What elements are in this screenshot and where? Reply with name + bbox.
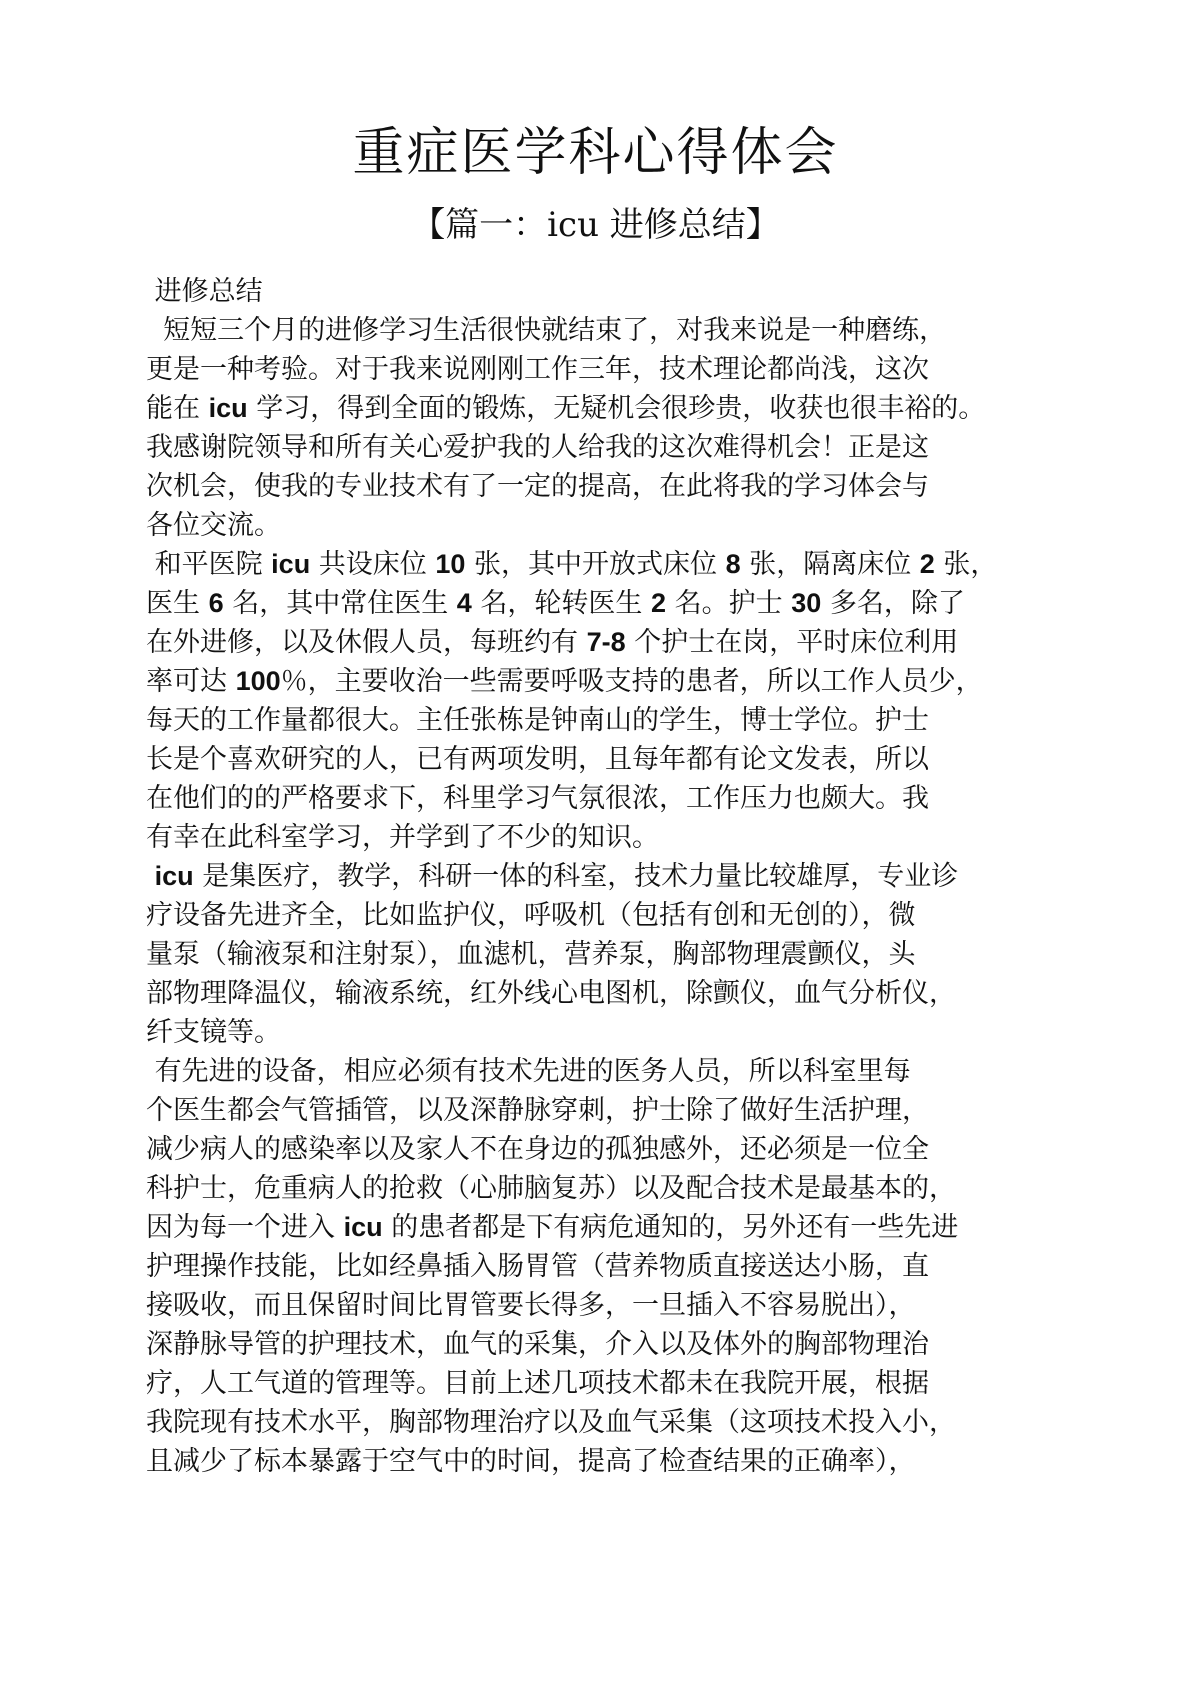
text-line [146, 1403, 1106, 1442]
emphasized-text: 100 [235, 666, 281, 696]
body-text [146, 272, 1106, 1481]
text-segment: 纤支镜等。 [146, 1017, 281, 1048]
text-line [146, 1091, 1106, 1130]
text-line [146, 740, 1106, 779]
emphasized-text: 10 [435, 549, 466, 579]
text-segment: 张，其中开放式床位 [465, 549, 726, 580]
text-segment: 深静脉导管的护理技术，血气的采集，介入以及体外的胸部物理治 [146, 1329, 929, 1360]
text-segment: 和平医院 [146, 549, 272, 580]
text-segment: 次机会，使我的专业技术有了一定的提高，在此将我的学习体会与 [146, 471, 929, 502]
emphasized-text: 8 [725, 549, 741, 579]
text-line [146, 1286, 1106, 1325]
text-line [146, 1169, 1106, 1208]
text-segment: 是集医疗，教学，科研一体的科室，技术力量比较雄厚，专业诊 [193, 861, 959, 892]
text-segment: 每天的工作量都很大。主任张栋是钟南山的学生，博士学位。护士 [146, 705, 929, 736]
text-line [146, 272, 1106, 311]
text-segment: 名。护士 [666, 588, 792, 619]
text-line [146, 311, 1106, 350]
text-segment: 我感谢院领导和所有关心爱护我的人给我的这次难得机会！正是这 [146, 432, 929, 463]
emphasized-text: icu [208, 393, 248, 423]
emphasized-text: 30 [791, 588, 822, 618]
text-segment: 部物理降温仪，输液系统，红外线心电图机，除颤仪，血气分析仪， [146, 978, 956, 1009]
text-segment: 减少病人的感染率以及家人不在身边的孤独感外，还必须是一位全 [146, 1134, 929, 1165]
text-line [146, 623, 1106, 662]
text-segment: 个医生都会气管插管，以及深静脉穿刺，护士除了做好生活护理， [146, 1095, 929, 1126]
text-segment: 各位交流。 [146, 510, 281, 541]
text-segment: 名，其中常住医生 [223, 588, 457, 619]
text-line [146, 1208, 1106, 1247]
text-segment: 张，隔离床位 [740, 549, 920, 580]
text-line [146, 701, 1106, 740]
text-line [146, 428, 1106, 467]
emphasized-text: 2 [651, 588, 667, 618]
text-line [146, 857, 1106, 896]
text-line [146, 1013, 1106, 1052]
emphasized-text: icu [271, 549, 311, 579]
text-segment: 进修总结 [146, 276, 263, 307]
text-segment: 率可达 [146, 666, 236, 697]
text-line [146, 1052, 1106, 1091]
text-line [146, 779, 1106, 818]
text-segment: 多名，除了 [821, 588, 965, 619]
emphasized-text: 4 [456, 588, 472, 618]
text-segment: 疗设备先进齐全，比如监护仪，呼吸机（包括有创和无创的），微 [146, 900, 916, 931]
text-segment: 更是一种考验。对于我来说刚刚工作三年，技术理论都尚浅，这次 [146, 354, 929, 385]
text-segment: 名，轮转医生 [471, 588, 651, 619]
emphasized-text: 7-8 [586, 627, 626, 657]
text-segment: 长是个喜欢研究的人，已有两项发明，且每年都有论文发表，所以 [146, 744, 929, 775]
text-segment: 且减少了标本暴露于空气中的时间，提高了检查结果的正确率）， [146, 1446, 916, 1477]
text-line [146, 506, 1106, 545]
text-segment: 量泵（输液泵和注射泵），血滤机，营养泵，胸部物理震颤仪，头 [146, 939, 916, 970]
text-segment: 张， [934, 549, 998, 580]
section-heading: 【篇一：icu 进修总结】 [411, 205, 780, 245]
text-line [146, 584, 1106, 623]
text-segment: 短短三个月的进修学习生活很快就结束了，对我来说是一种磨练， [146, 315, 947, 346]
text-segment: 的患者都是下有病危通知的，另外还有一些先进 [382, 1212, 959, 1243]
emphasized-text: icu [154, 861, 194, 891]
document-title: 重症医学科心得体会 [352, 123, 839, 183]
text-segment: 医生 [146, 588, 209, 619]
text-line [146, 1364, 1106, 1403]
text-segment: ％，主要收治一些需要呼吸支持的患者，所以工作人员少， [280, 666, 983, 697]
text-line [146, 662, 1106, 701]
text-line [146, 389, 1106, 428]
text-segment: 疗，人工气道的管理等。目前上述几项技术都未在我院开展，根据 [146, 1368, 929, 1399]
text-segment: 学习，得到全面的锻炼，无疑机会很珍贵，收获也很丰裕的。 [247, 393, 986, 424]
emphasized-text: icu [343, 1212, 383, 1242]
text-line [146, 545, 1106, 584]
text-segment: 护理操作技能，比如经鼻插入肠胃管（营养物质直接送达小肠，直 [146, 1251, 929, 1282]
text-segment: 有先进的设备，相应必须有技术先进的医务人员，所以科室里每 [146, 1056, 911, 1087]
text-segment [146, 861, 155, 892]
text-segment: 因为每一个进入 [146, 1212, 344, 1243]
text-line [146, 350, 1106, 389]
text-line [146, 974, 1106, 1013]
text-line [146, 1325, 1106, 1364]
text-line [146, 1130, 1106, 1169]
text-segment: 能在 [146, 393, 209, 424]
text-line [146, 818, 1106, 857]
emphasized-text: 2 [919, 549, 935, 579]
text-segment: 科护士，危重病人的抢救（心肺脑复苏）以及配合技术是最基本的， [146, 1173, 956, 1204]
text-line [146, 467, 1106, 506]
text-line [146, 1442, 1106, 1481]
text-segment: 共设床位 [310, 549, 436, 580]
text-segment: 接吸收，而且保留时间比胃管要长得多，一旦插入不容易脱出）， [146, 1290, 916, 1321]
text-segment: 有幸在此科室学习，并学到了不少的知识。 [146, 822, 659, 853]
text-segment: 个护士在岗，平时床位利用 [625, 627, 959, 658]
emphasized-text: 6 [208, 588, 224, 618]
text-segment: 我院现有技术水平，胸部物理治疗以及血气采集（这项技术投入小， [146, 1407, 956, 1438]
text-line [146, 935, 1106, 974]
text-segment: 在他们的的严格要求下，科里学习气氛很浓，工作压力也颇大。我 [146, 783, 929, 814]
text-line [146, 896, 1106, 935]
text-segment: 在外进修，以及休假人员，每班约有 [146, 627, 587, 658]
text-line [146, 1247, 1106, 1286]
